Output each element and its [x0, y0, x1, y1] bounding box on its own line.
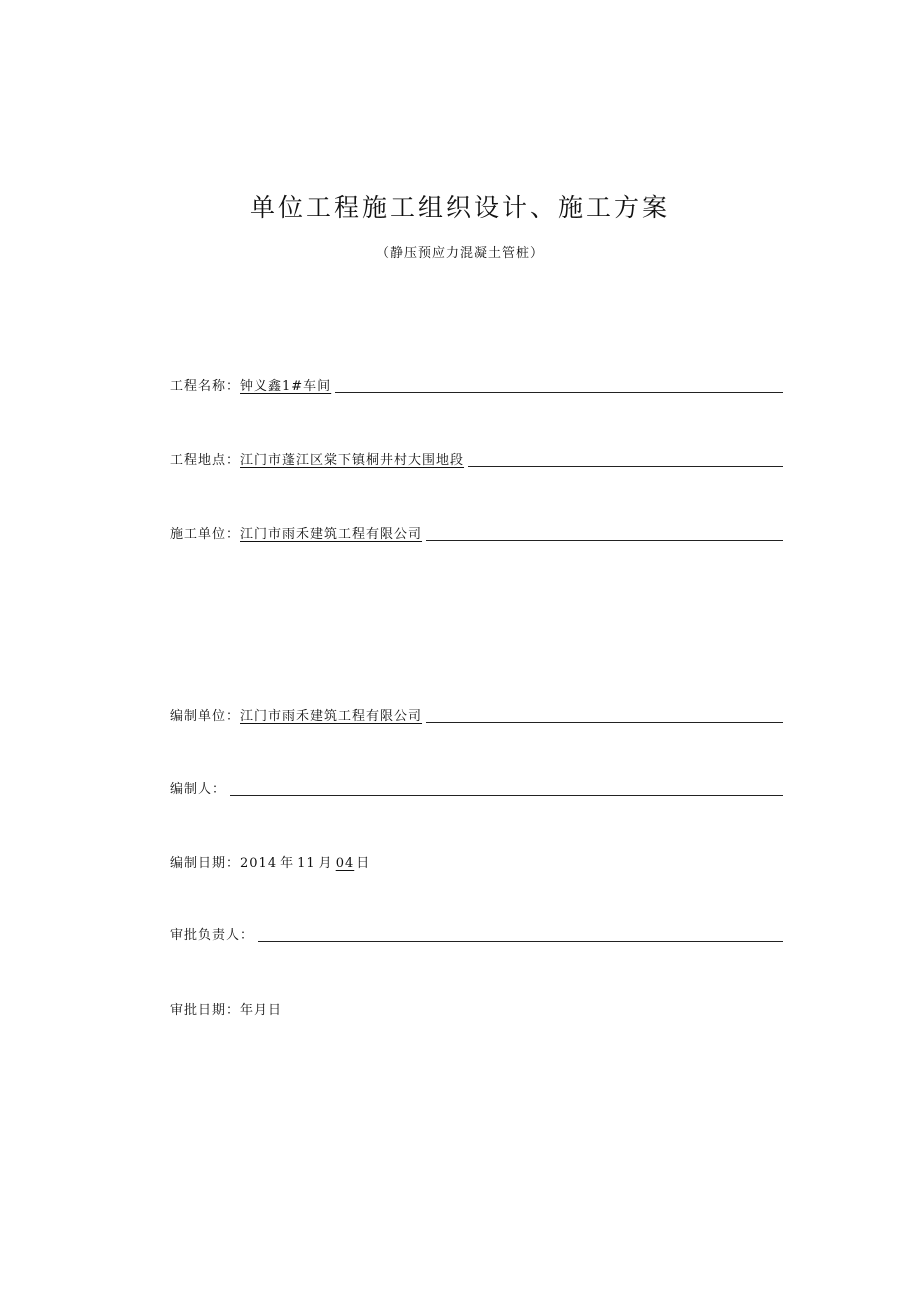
compiling-unit-line: [426, 722, 783, 723]
approve-date-value: 年月日: [240, 1003, 283, 1018]
document-subtitle: （静压预应力混凝土管桩）: [375, 246, 544, 261]
project-name-line: [335, 392, 783, 393]
compiling-unit-label: 编制单位：: [170, 709, 241, 724]
field-compile-date: [170, 854, 783, 874]
compile-date-year: 2014: [240, 856, 278, 871]
construction-unit-line: [426, 540, 783, 541]
field-compiling-unit: [170, 707, 783, 727]
construction-unit-label: 施工单位：: [170, 527, 241, 542]
compiling-unit-value: 江门市雨禾建筑工程有限公司: [240, 709, 423, 724]
compile-date-year-unit: 年: [280, 856, 295, 871]
field-project-location: [170, 451, 783, 471]
project-location-line: [468, 466, 783, 467]
document-title: 单位工程施工组织设计、施工方案: [249, 193, 670, 222]
approve-date-label: 审批日期：: [170, 1003, 241, 1018]
project-name-value: 钟义鑫1#车间: [240, 379, 332, 394]
compile-date-label: 编制日期：: [170, 856, 241, 871]
compile-date-day: 04: [335, 856, 355, 871]
field-project-name: [170, 377, 783, 397]
compile-date-month: 11: [297, 856, 316, 871]
field-construction-unit: [170, 525, 783, 545]
compiler-label: 编制人：: [170, 782, 227, 797]
project-location-label: 工程地点：: [170, 453, 241, 468]
field-approver: [170, 926, 783, 946]
compile-date-month-unit: 月: [318, 856, 333, 871]
project-name-label: 工程名称：: [170, 379, 241, 394]
compiler-line: [230, 795, 783, 796]
construction-unit-value: 江门市雨禾建筑工程有限公司: [240, 527, 423, 542]
approver-line: [258, 941, 783, 942]
compile-date-day-unit: 日: [356, 856, 371, 871]
approver-label: 审批负责人：: [170, 928, 255, 943]
project-location-value: 江门市蓬江区棠下镇桐井村大围地段: [240, 453, 465, 468]
field-approve-date: [170, 1001, 783, 1021]
field-compiler: [170, 780, 783, 800]
